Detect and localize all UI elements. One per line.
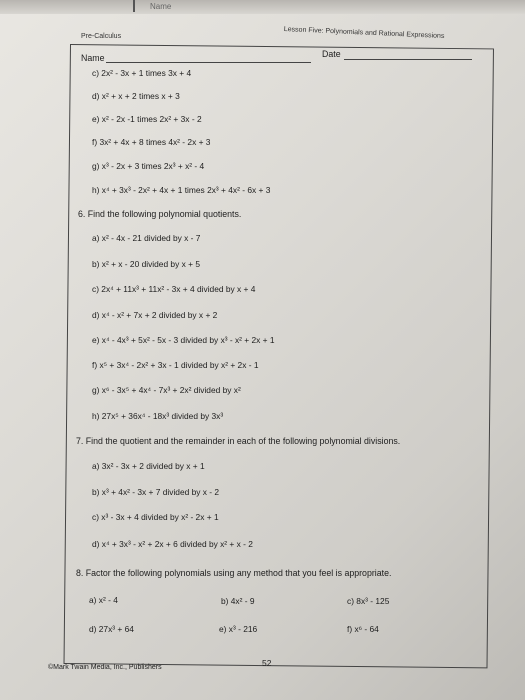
question-item: c) 8x³ - 125 — [347, 596, 390, 606]
date-underline — [344, 59, 472, 60]
question-item: f) x⁶ - 64 — [347, 624, 379, 634]
question-item: g) x³ - 2x + 3 times 2x³ + x² - 4 — [92, 161, 205, 171]
question-item: f) x⁵ + 3x⁴ - 2x² + 3x - 1 divided by x² + 2x - 1 — [92, 360, 259, 370]
copyright-footer: ©Mark Twain Media, Inc., Publishers — [48, 664, 162, 671]
name-underline — [106, 62, 311, 63]
question-item: c) 2x⁴ + 11x³ + 11x² - 3x + 4 divided by x + 4 — [92, 284, 256, 294]
question-8-title: 8. Factor the following polynomials using any method that you feel is appropriate. — [76, 568, 392, 578]
question-item: e) x² - 2x -1 times 2x² + 3x - 2 — [92, 114, 202, 124]
question-item: d) 27x³ + 64 — [89, 624, 134, 634]
question-item: g) x⁶ - 3x⁵ + 4x⁴ - 7x³ + 2x² divided by x² — [92, 385, 241, 395]
question-item: c) x³ - 3x + 4 divided by x² - 2x + 1 — [92, 512, 219, 522]
pen-mark — [133, 0, 135, 12]
course-title: Pre-Calculus — [81, 33, 122, 40]
question-item: h) 27x⁵ + 36x⁴ - 18x³ divided by 3x³ — [92, 411, 224, 421]
question-item: d) x⁴ - x² + 7x + 2 divided by x + 2 — [92, 310, 218, 320]
date-label: Date — [322, 49, 341, 59]
question-item: e) x⁴ - 4x³ + 5x² - 5x - 3 divided by x³ - x² + 2x + 1 — [92, 335, 275, 345]
question-7-title: 7. Find the quotient and the remainder in each of the following polynomial divisions. — [76, 436, 401, 446]
question-6-title: 6. Find the following polynomial quotients. — [78, 209, 242, 219]
question-item: a) 3x² - 3x + 2 divided by x + 1 — [92, 461, 205, 471]
question-item: b) 4x² - 9 — [221, 596, 255, 606]
question-item: a) x² - 4x - 21 divided by x - 7 — [92, 233, 201, 243]
question-item: f) 3x² + 4x + 8 times 4x² - 2x + 3 — [92, 137, 211, 147]
name-label: Name — [81, 53, 105, 63]
question-item: h) x⁴ + 3x³ - 2x² + 4x + 1 times 2x³ + 4x² - 6x + 3 — [92, 185, 271, 195]
question-item: a) x² - 4 — [89, 595, 118, 605]
question-item: b) x² + x - 20 divided by x + 5 — [92, 259, 200, 269]
question-item: d) x⁴ + 3x³ - x² + 2x + 6 divided by x² + x - 2 — [92, 539, 253, 549]
lesson-title: Lesson Five: Polynomials and Rational Expressions — [283, 26, 445, 41]
question-item: d) x² + x + 2 times x + 3 — [92, 91, 180, 101]
question-item: b) x³ + 4x² - 3x + 7 divided by x - 2 — [92, 487, 220, 497]
question-item: e) x³ - 216 — [219, 624, 258, 634]
page-number: 52 — [262, 658, 272, 668]
question-item: c) 2x² - 3x + 1 times 3x + 4 — [92, 68, 192, 78]
top-name-label: Name — [150, 2, 172, 11]
page-top-edge — [0, 0, 525, 14]
